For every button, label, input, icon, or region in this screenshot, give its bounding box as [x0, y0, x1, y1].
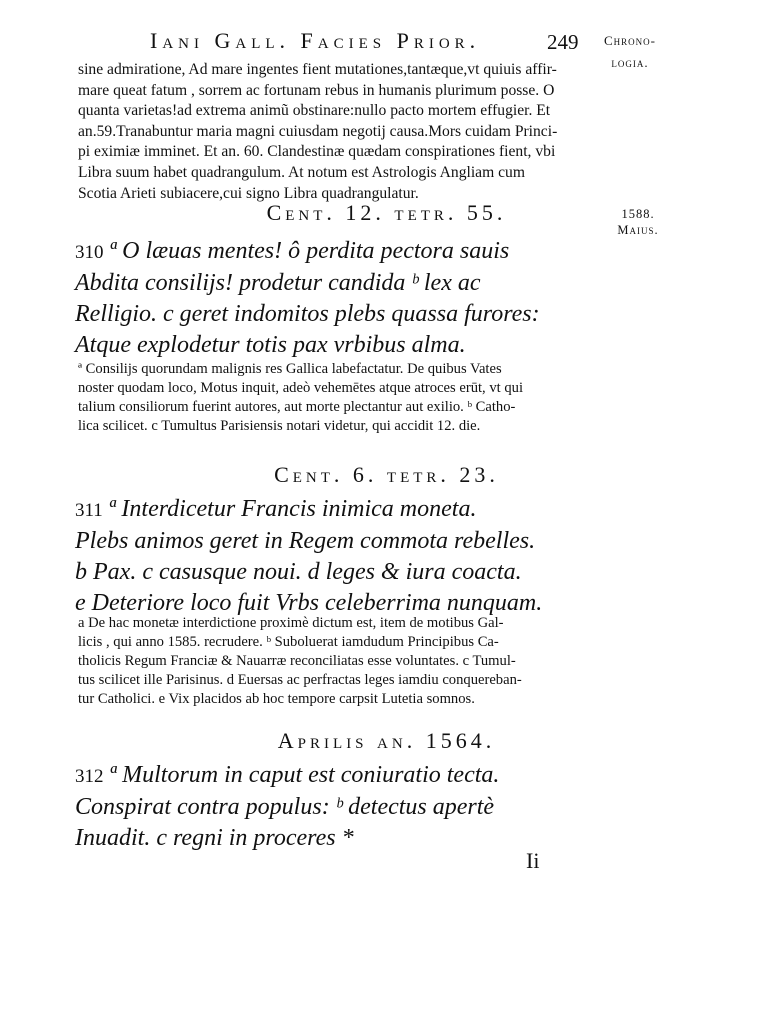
verse-line: 310 ª O læuas mentes! ô perdita pectora sauis — [75, 238, 510, 264]
verse-number: 310 — [75, 242, 104, 263]
commentary-311 — [78, 614, 588, 709]
note-line: talium consiliorum fuerint autores, aut morte plectantur aut exilio. ᵇ Catho- — [78, 399, 516, 415]
verse-line: Inuadit. c regni in proceres * — [75, 825, 354, 851]
prose-line: Scotia Arieti subiacere,cui signo Libra quadrangulatur. — [78, 184, 419, 202]
note-line: tholicis Regum Franciæ & Nauarræ reconciliatas esse voluntates. c Tumul- — [78, 653, 516, 669]
verse-line: Conspirat contra populus: ᵇ detectus apertè — [75, 794, 495, 820]
margin-month: Maius. — [617, 223, 659, 237]
section-heading-cent-12: Cent. 12. tetr. 55. — [266, 200, 507, 225]
margin-note-line-2: logia. — [611, 55, 649, 70]
running-title: Iani Gall. Facies Prior. — [150, 28, 481, 53]
prose-line: Libra suum habet quadrangulum. At notum est Astrologis Angliam cum — [78, 163, 525, 181]
verse-310 — [75, 236, 540, 361]
prose-block — [78, 60, 583, 204]
note-line: lica scilicet. c Tumultus Parisiensis notari videtur, qui accidit 12. die. — [78, 418, 481, 434]
prose-line: quanta varietas!ad extrema animũ obstinare:nullo pacto mortem effugier. Et — [78, 102, 551, 120]
verse-number: 311 — [75, 500, 103, 521]
verse-line: e Deteriore loco fuit Vrbs celeberrima nunquam. — [75, 590, 543, 616]
commentary-310 — [78, 360, 588, 436]
signature-mark: Ii — [526, 848, 540, 873]
verse-line: b Pax. c casusque noui. d leges & iura coacta. — [75, 559, 522, 585]
section-heading-aprilis: Aprilis an. 1564. — [277, 728, 496, 753]
margin-note-chronologia — [590, 30, 670, 74]
section-heading-cent-6: Cent. 6. tetr. 23. — [274, 462, 499, 487]
page-number: 249 — [547, 30, 579, 54]
note-line: noster quodam loco, Motus inquit, adeò vehemētes atque atroces erūt, vt qui — [78, 380, 523, 396]
verse-number: 312 — [75, 766, 104, 787]
verse-line: 312 ª Multorum in caput est coniuratio tecta. — [75, 762, 500, 788]
note-line: ª Consilijs quorundam malignis res Gallica labefactatur. De quibus Vates — [78, 361, 502, 377]
prose-line: sine admiratione, Ad mare ingentes fient mutationes,tantæque,vt quiuis affir- — [78, 61, 557, 78]
margin-year: 1588. — [621, 207, 655, 221]
prose-line: mare queat fatum , sorrem ac fortunam rebus in humanis plurimum posse. O — [78, 81, 555, 99]
margin-note-date — [608, 206, 668, 238]
verse-line: Atque explodetur totis pax vrbibus alma. — [75, 332, 466, 358]
verse-311 — [75, 494, 542, 619]
verse-line: Relligio. c geret indomitos plebs quassa furores: — [75, 301, 540, 327]
verse-line: Abdita consilijs! prodetur candida ᵇ lex ac — [75, 270, 481, 296]
note-line: a De hac monetæ interdictione proximè dictum est, item de motibus Gal- — [78, 615, 504, 631]
verse-line: Plebs animos geret in Regem commota rebelles. — [75, 528, 536, 554]
prose-line: an.59.Tranabuntur maria magni cuiusdam negotij causa.Mors cuidam Princi- — [78, 122, 558, 140]
note-line: tus scilicet ille Parisinus. d Euersas ac perfractas leges iamdiu conquereban- — [78, 672, 522, 688]
margin-note-line-1: Chrono- — [603, 33, 656, 48]
note-line: tur Catholici. e Vix placidos ab hoc tempore carpsit Lutetia somnos. — [78, 691, 475, 707]
note-line: licis , qui anno 1585. recrudere. ᵇ Suboluerat iamdudum Principibus Ca- — [78, 634, 499, 650]
verse-line: 311 ª Interdicetur Francis inimica moneta. — [75, 496, 477, 522]
verse-312 — [75, 760, 499, 854]
prose-line: pi eximiæ imminet. Et an. 60. Clandestinæ quædam conspirationes fient, vbi — [78, 143, 556, 161]
